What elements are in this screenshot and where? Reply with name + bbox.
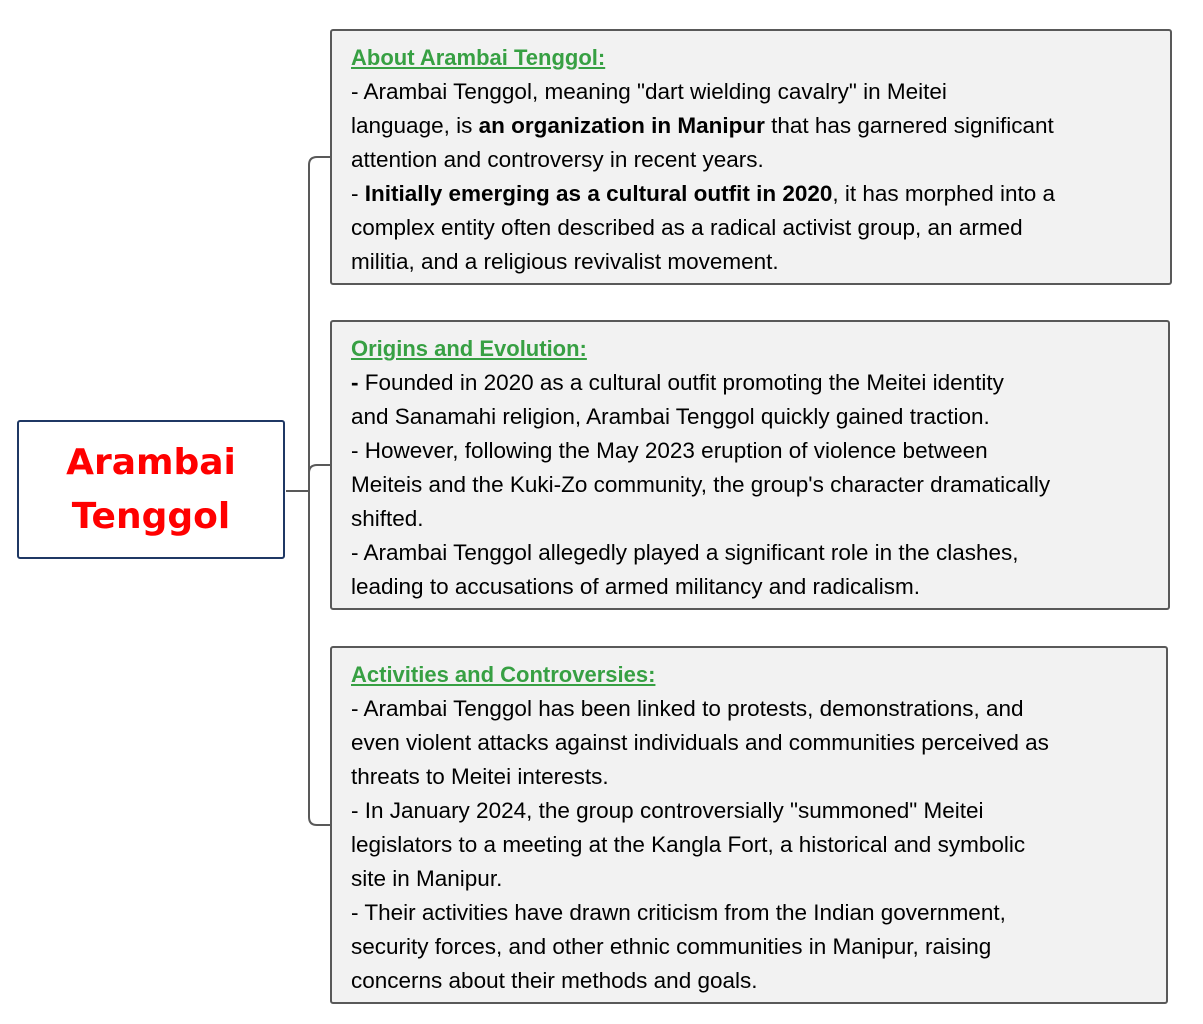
bold-text-run: -	[351, 370, 359, 395]
topic-box-activities	[330, 646, 1168, 1004]
connector-branch-1	[309, 157, 330, 491]
text-run: Meiteis and the Kuki-Zo community, the group's character dramatically	[351, 472, 1051, 497]
topic-line	[351, 75, 1151, 109]
text-run: complex entity often described as a radical activist group, an armed	[351, 215, 1023, 240]
topic-line	[351, 177, 1151, 211]
topic-line	[351, 930, 1147, 964]
topic-line	[351, 502, 1149, 536]
topic-body	[351, 75, 1151, 279]
text-run: leading to accusations of armed militancy and radicalism.	[351, 574, 921, 599]
topic-line	[351, 211, 1151, 245]
text-run: - However, following the May 2023 eruption of violence between	[351, 438, 988, 463]
root-title-line-2: Tenggol	[71, 495, 231, 537]
text-run: Founded in 2020 as a cultural outfit promoting the Meitei identity	[358, 370, 1004, 395]
root-title-line-1: Arambai	[66, 441, 236, 483]
topic-line	[351, 400, 1149, 434]
text-run: , it has morphed into a	[832, 181, 1056, 206]
topic-line	[351, 692, 1147, 726]
text-run: concerns about their methods and goals.	[351, 968, 758, 993]
connector-branch-3	[309, 491, 330, 825]
topic-heading: Origins and Evolution:	[351, 336, 587, 361]
text-run: threats to Meitei interests.	[351, 764, 609, 789]
topic-box-about	[330, 29, 1172, 285]
topic-line	[351, 536, 1149, 570]
topic-line	[351, 143, 1151, 177]
topic-line	[351, 434, 1149, 468]
text-run: site in Manipur.	[351, 866, 503, 891]
text-run: - Arambai Tenggol allegedly played a significant role in the clashes,	[351, 540, 1019, 565]
topic-line	[351, 794, 1147, 828]
text-run: - Arambai Tenggol has been linked to protests, demonstrations, and	[351, 696, 1024, 721]
text-run: legislators to a meeting at the Kangla Fort, a historical and symbolic	[351, 832, 1026, 857]
bold-text-run: Initially emerging as a cultural outfit in 2020	[364, 181, 833, 206]
topic-line	[351, 245, 1151, 279]
topic-line	[351, 964, 1147, 998]
topic-line	[351, 760, 1147, 794]
topic-body	[351, 692, 1147, 998]
topic-line	[351, 828, 1147, 862]
text-run: security forces, and other ethnic communities in Manipur, raising	[351, 934, 992, 959]
topic-line	[351, 570, 1149, 604]
text-run: that has garnered significant	[764, 113, 1054, 138]
text-run: attention and controversy in recent years.	[351, 147, 764, 172]
topic-line	[351, 366, 1149, 400]
text-run: - Their activities have drawn criticism from the Indian government,	[351, 900, 1006, 925]
topic-line	[351, 862, 1147, 896]
topic-line	[351, 109, 1151, 143]
connector-branch-2	[309, 465, 330, 491]
text-run: and Sanamahi religion, Arambai Tenggol quickly gained traction.	[351, 404, 990, 429]
topic-heading: Activities and Controversies:	[351, 662, 656, 687]
text-run: language, is	[351, 113, 479, 138]
topic-line	[351, 468, 1149, 502]
topic-heading: About Arambai Tenggol:	[351, 45, 606, 70]
text-run: shifted.	[351, 506, 424, 531]
topic-line	[351, 726, 1147, 760]
text-run: -	[351, 181, 365, 206]
text-run: - Arambai Tenggol, meaning "dart wielding cavalry" in Meitei	[351, 79, 947, 104]
topic-body	[351, 366, 1149, 604]
root-node	[17, 420, 285, 559]
text-run: militia, and a religious revivalist movement.	[351, 249, 779, 274]
text-run: even violent attacks against individuals and communities perceived as	[351, 730, 1049, 755]
topic-line	[351, 896, 1147, 930]
text-run: - In January 2024, the group controversially "summoned" Meitei	[351, 798, 984, 823]
bold-text-run: an organization in Manipur	[478, 113, 765, 138]
topic-box-origins	[330, 320, 1170, 610]
